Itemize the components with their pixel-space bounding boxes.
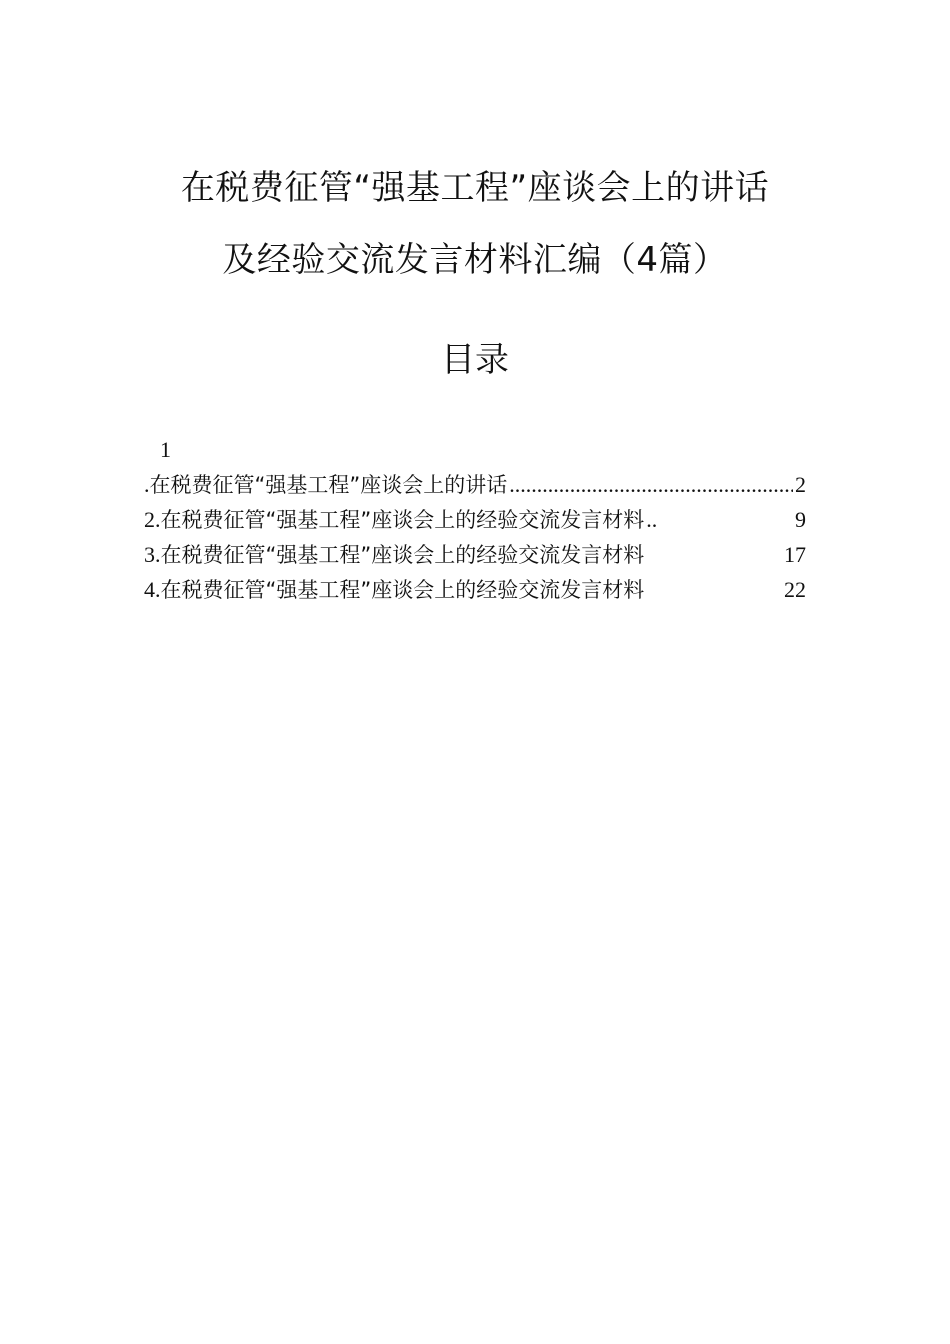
toc-entry-number: 2.: [144, 507, 161, 532]
toc-entry-page: 22: [784, 577, 806, 602]
toc-entry-1[interactable]: [144, 467, 806, 502]
document-title-line-1: 在税费征管“强基工程”座谈会上的讲话: [180, 168, 770, 208]
toc-entry-page: 17: [784, 542, 806, 567]
toc-entry-page: 9: [795, 507, 806, 532]
toc-entry-3[interactable]: [144, 537, 806, 572]
toc-lead-number: 1: [160, 437, 171, 462]
toc-entry-text: 在税费征管“强基工程”座谈会上的经验交流发言材料: [160, 508, 645, 532]
toc-leader-dots: [509, 467, 793, 502]
toc-entry-text: 在税费征管“强基工程”座谈会上的经验交流发言材料: [160, 543, 645, 567]
toc-entry-text: 在税费征管“强基工程”座谈会上的经验交流发言材料: [160, 578, 645, 602]
document-title-line-2: 及经验交流发言材料汇编（4篇）: [222, 240, 728, 280]
toc-entry-4[interactable]: [144, 572, 806, 607]
toc-entry-number: 3.: [144, 542, 161, 567]
toc-entry-number: 4.: [144, 577, 161, 602]
toc-leader-dots: [646, 502, 658, 537]
toc-entry-text: 在税费征管“强基工程”座谈会上的讲话: [149, 473, 508, 497]
toc-entry-number: .: [144, 472, 150, 497]
toc-entry-2[interactable]: [144, 502, 806, 537]
toc-entry-page: 2: [795, 472, 806, 497]
toc-heading: 目录: [441, 340, 509, 380]
table-of-contents: [144, 432, 806, 607]
